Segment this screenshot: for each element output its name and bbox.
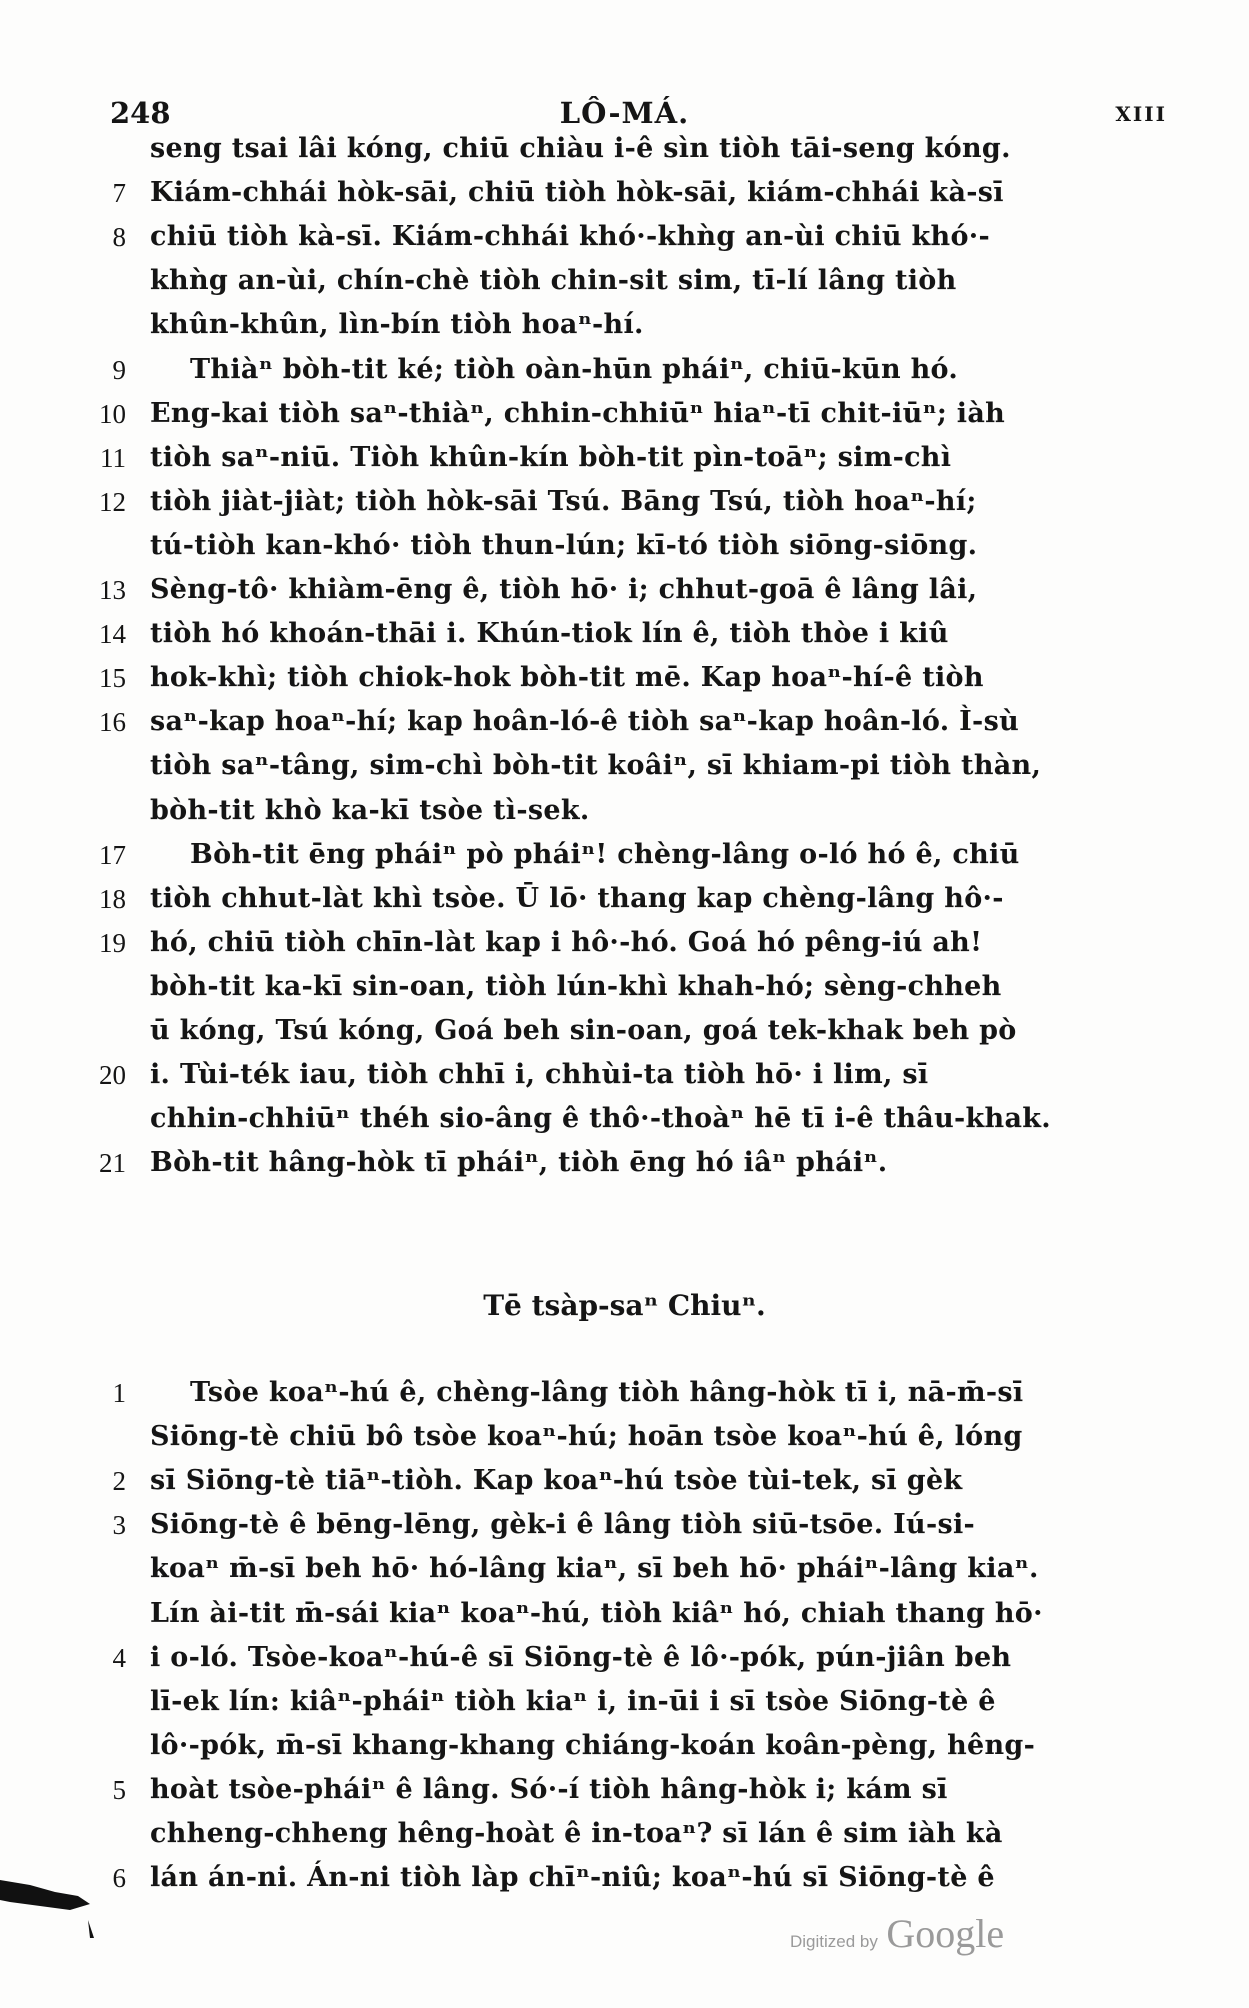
line-text: tiòh saⁿ-niū. Tiòh khûn-kín bòh-tit pìn-toāⁿ; sim-chì xyxy=(150,441,952,473)
line-text: Siōng-tè ê bēng-lēng, gèk-i ê lâng tiòh siū-tsōe. Iú-si- xyxy=(150,1509,976,1541)
verse-number: 18 xyxy=(99,883,126,914)
line-text: Tsòe koaⁿ-hú ê, chèng-lâng tiòh hâng-hòk tī i, nā-m̄-sī xyxy=(190,1377,1024,1408)
line-text: ū kóng, Tsú kóng, Goá beh sin-oan, goá tek-khak beh pò xyxy=(150,1015,1017,1046)
line-text: khǹg an-ùi, chín-chè tiòh chin-sit sim, tī-lí lâng tiòh xyxy=(150,265,957,297)
line-text: Bòh-tit hâng-hòk tī pháiⁿ, tiòh ēng hó iâⁿ pháiⁿ. xyxy=(150,1147,888,1179)
line-text: seng tsai lâi kóng, chiū chiàu i-ê sìn tiòh tāi-seng kóng. xyxy=(150,133,1011,164)
digitized-watermark xyxy=(790,1910,1004,1957)
verse-number: 16 xyxy=(99,707,126,738)
line-text: hó, chiū tiòh chīn-làt kap i hô·-hó. Goá hó pêng-iú ah! xyxy=(150,926,983,958)
verse-number: 13 xyxy=(99,575,126,605)
line-text: tiòh hó khoán-thāi i. Khún-tiok lín ê, tiòh thòe i kiû xyxy=(150,618,949,650)
line-text: i. Tùi-ték iau, tiòh chhī i, chhùi-ta tiòh hō· i lim, sī xyxy=(150,1059,929,1091)
line-text: khûn-khûn, lìn-bín tiòh hoaⁿ-hí. xyxy=(150,309,644,341)
line-text: chheng-chheng hêng-hoàt ê in-toaⁿ? sī lán ê sim iàh kà xyxy=(150,1818,1003,1849)
chapter-number: XIII xyxy=(1115,102,1167,126)
line-text: Thiàⁿ bòh-tit ké; tiòh oàn-hūn pháiⁿ, chiū-kūn hó. xyxy=(190,353,959,385)
verse-number: 7 xyxy=(112,178,126,209)
verse-number: 15 xyxy=(99,663,126,694)
verse-number: 3 xyxy=(112,1510,126,1541)
line-text: Siōng-tè chiū bô tsòe koaⁿ-hú; hoān tsòe koaⁿ-hú ê, lóng xyxy=(150,1421,1023,1453)
verse-number: 2 xyxy=(112,1466,126,1497)
line-text: chiū tiòh kà-sī. Kiám-chhái khó·-khǹg an-ùi chiū khó·- xyxy=(150,221,990,253)
line-text: Kiám-chhái hòk-sāi, chiū tiòh hòk-sāi, kiám-chhái kà-sī xyxy=(150,177,1004,209)
line-text: koaⁿ m̄-sī beh hō· hó-lâng kiaⁿ, sī beh hō· pháiⁿ-lâng kiaⁿ. xyxy=(150,1553,1039,1585)
line-text: lī-ek lín: kiâⁿ-pháiⁿ tiòh kiaⁿ i, in-ūi i sī tsòe Siōng-tè ê xyxy=(150,1685,996,1717)
watermark-prefix: Digitized by xyxy=(790,1932,878,1951)
verse-number: 10 xyxy=(99,398,126,429)
verse-number: 5 xyxy=(112,1774,126,1805)
verse-number: 4 xyxy=(112,1642,126,1673)
line-text: Lín ài-tit m̄-sái kiaⁿ koaⁿ-hú, tiòh kiâⁿ hó, chiah thang hō· xyxy=(150,1597,1043,1629)
verse-number: 21 xyxy=(99,1148,126,1179)
google-logo: Google xyxy=(886,1911,1005,1956)
line-text: bòh-tit ka-kī sin-oan, tiòh lún-khì khah-hó; sèng-chheh xyxy=(150,970,1002,1002)
line-text: tiòh saⁿ-tâng, sim-chì bòh-tit koâiⁿ, sī khiam-pi tiòh thàn, xyxy=(150,750,1042,782)
verse-number: 14 xyxy=(99,619,126,650)
verse-number: 8 xyxy=(112,222,126,253)
line-text: Bòh-tit ēng pháiⁿ pò pháiⁿ! chèng-lâng o-ló hó ê, chiū xyxy=(190,838,1020,870)
verse-number: 1 xyxy=(112,1378,126,1408)
line-text: tiòh chhut-làt khì tsòe. Ū lō· thang kap chèng-lâng hô·- xyxy=(150,882,1004,914)
line-text: lán án-ni. Án-ni tiòh làp chīⁿ-niû; koaⁿ-hú sī Siōng-tè ê xyxy=(150,1862,995,1894)
line-text: hok-khì; tiòh chiok-hok bòh-tit mē. Kap hoaⁿ-hí-ê tiòh xyxy=(150,662,984,694)
line-text: i o-ló. Tsòe-koaⁿ-hú-ê sī Siōng-tè ê lô·-pók, pún-jiân beh xyxy=(150,1641,1012,1673)
line-text: hoàt tsòe-pháiⁿ ê lâng. Só·-í tiòh hâng-hòk i; kám sī xyxy=(150,1773,948,1805)
line-text: bòh-tit khò ka-kī tsòe tì-sek. xyxy=(150,794,590,826)
line-text: chhin-chhiūⁿ théh sio-âng ê thô·-thoàⁿ hē tī i-ê thâu-khak. xyxy=(150,1103,1051,1135)
torn-page-edge xyxy=(0,1860,120,1940)
verse-number: 19 xyxy=(99,927,126,958)
verse-number: 12 xyxy=(99,486,126,517)
verse-number: 11 xyxy=(100,442,126,473)
line-text: tú-tiòh kan-khó· tiòh thun-lún; kī-tó tiòh siōng-siōng. xyxy=(150,529,978,561)
line-text: saⁿ-kap hoaⁿ-hí; kap hoân-ló-ê tiòh saⁿ-kap hoân-ló. Ì-sù xyxy=(150,706,1019,738)
verse-number: 9 xyxy=(112,354,126,385)
line-text: Sèng-tô· khiàm-ēng ê, tiòh hō· i; chhut-goā ê lâng lâi, xyxy=(150,574,978,605)
running-title: LÔ-MÁ. xyxy=(559,96,690,130)
chapter-heading: Tē tsàp-saⁿ Chiuⁿ. xyxy=(483,1289,766,1322)
line-text: tiòh jiàt-jiàt; tiòh hòk-sāi Tsú. Bāng Tsú, tiòh hoaⁿ-hí; xyxy=(150,485,977,517)
line-text: sī Siōng-tè tiāⁿ-tiòh. Kap koaⁿ-hú tsòe tùi-tek, sī gèk xyxy=(150,1465,963,1497)
verse-number: 17 xyxy=(99,839,126,870)
line-text: lô·-pók, m̄-sī khang-khang chiáng-koán koân-pèng, hêng- xyxy=(150,1729,1036,1761)
verse-number: 20 xyxy=(99,1060,126,1091)
line-text: Eng-kai tiòh saⁿ-thiàⁿ, chhin-chhiūⁿ hiaⁿ-tī chit-iūⁿ; iàh xyxy=(150,397,1006,429)
verse-number: 6 xyxy=(112,1863,126,1894)
page-number: 248 xyxy=(110,96,171,130)
